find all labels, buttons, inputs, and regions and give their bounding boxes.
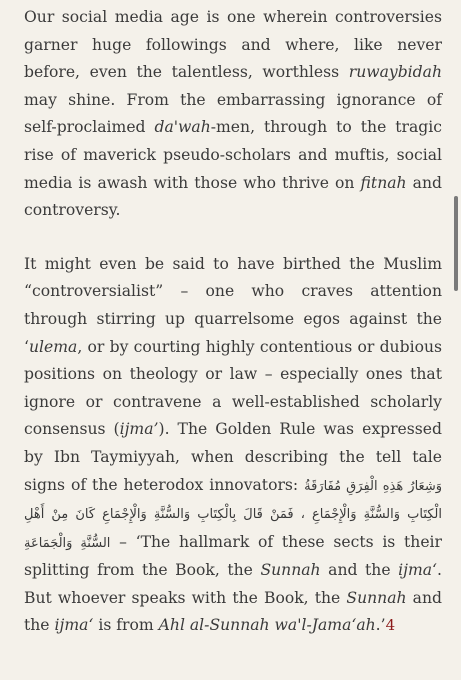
text: It might even be said to have birthed the Muslim “controversialist” – one who craves attention through stirring up quarrelsome egos against the ‘ bbox=[24, 254, 442, 356]
text: ). The Golden Rule was expressed by Ibn Taymiyyah, when describing the tell tale signs of the heterodox innovators: bbox=[24, 420, 442, 494]
text: is from bbox=[93, 616, 159, 635]
italic-term: da'wah bbox=[154, 118, 211, 137]
text: may shine. From the embarrassing ignorance of self-proclaimed bbox=[24, 90, 442, 137]
text: Our social media age is one wherein controversies garner huge followings and where, like never before, even the talentless, worthless bbox=[24, 8, 442, 82]
scrollbar[interactable] bbox=[453, 0, 459, 680]
arabic-quote: وَشِعَارُ هَذِهِ الْفِرَقِ مُفَارَقَةُ الْكِتَابِ وَالسُّنَّةِ وَالْإِجْمَاعِ ، فَمَنْ قَالَ بِالْكِتَابِ وَالسُّنَّةِ وَالْإِجْمَاعِ كَانَ مِنْ أَهْلِ السُّنَّةِ وَالْجَمَاعَةِ bbox=[24, 478, 442, 551]
italic-term: Sunnah bbox=[260, 561, 321, 580]
text: .’ bbox=[375, 616, 386, 635]
text: and controversy. bbox=[24, 173, 443, 220]
footnote-link[interactable]: 4 bbox=[385, 616, 396, 635]
text: , or by courting highly contentious or dubious positions on theology or law – especially ones that ignore or contravene a well-established scholarly consensus ( bbox=[24, 337, 442, 439]
scrollbar-thumb[interactable] bbox=[454, 196, 458, 291]
paragraph-2 bbox=[24, 251, 442, 640]
paragraph-1 bbox=[24, 4, 442, 225]
italic-term: Ahl al-Sunnah wa'l-Jama‘ah bbox=[158, 616, 376, 635]
italic-term: ijma‘ bbox=[54, 616, 94, 635]
italic-term: Sunnah bbox=[346, 588, 407, 607]
italic-term: fitnah bbox=[360, 173, 407, 192]
text: . But whoever speaks with the Book, the bbox=[24, 561, 442, 607]
text: and the bbox=[24, 588, 442, 635]
italic-term: ijma’ bbox=[119, 420, 159, 439]
article-body bbox=[24, 4, 442, 640]
text: -men, through to the tragic rise of maverick pseudo-scholars and muftis, social media is awash with those who thrive on bbox=[24, 118, 442, 192]
italic-term: ruwaybidah bbox=[348, 63, 442, 82]
italic-term: ijma‘ bbox=[398, 561, 438, 580]
text: and the bbox=[320, 561, 399, 580]
text: – ‘The hallmark of these sects is their splitting from the Book, the bbox=[24, 532, 443, 580]
italic-term: ulema bbox=[28, 337, 78, 356]
